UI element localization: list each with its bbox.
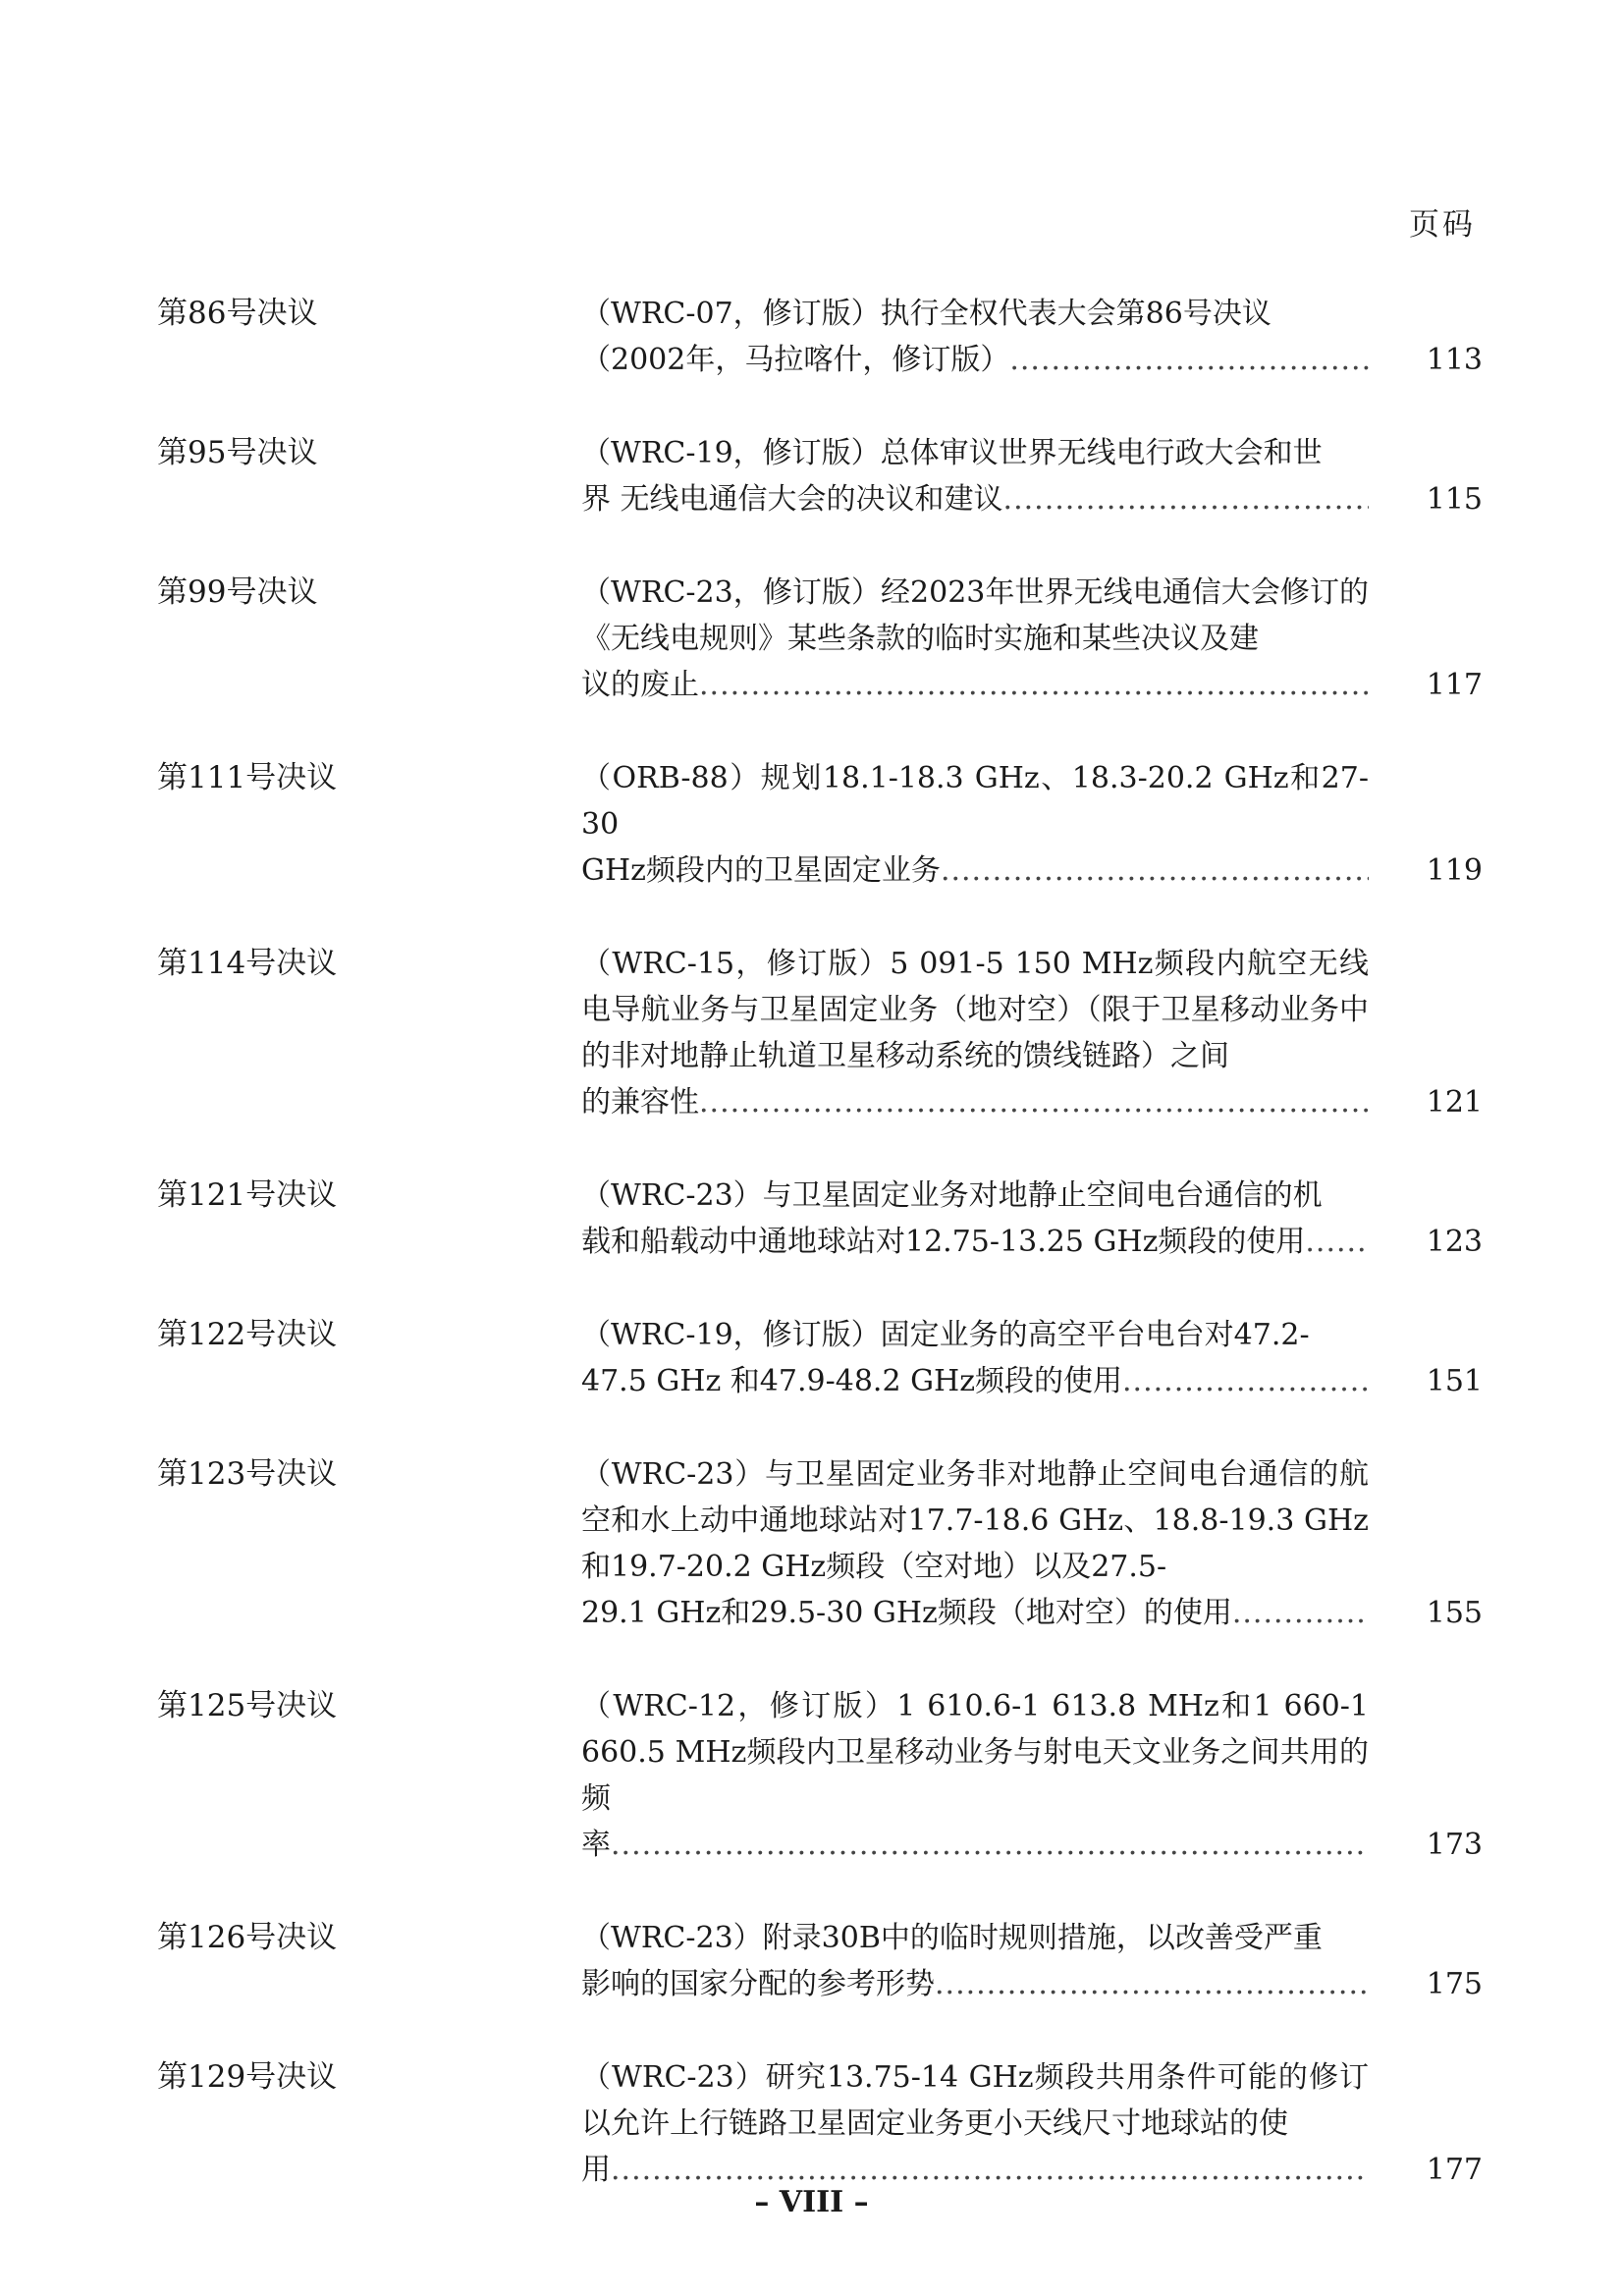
resolution-description	[581, 1683, 1369, 1868]
resolution-description-last-line: 界 无线电通信大会的决议和建议 .....	[581, 476, 1369, 522]
resolution-page-number: 177	[1426, 2153, 1483, 2187]
resolution-description-text: （WRC-23，修订版）经2023年世界无线电通信大会修订的《无线电规则》某些条款的临时实施和某些决议及建	[581, 575, 1369, 656]
resolution-description-last-line: 载和船载动中通地球站对12.75-13.25 GHz频段的使用 .....	[581, 1219, 1369, 1265]
resolution-page-number: 113	[1426, 343, 1483, 377]
resolution-name: 第121号决议	[157, 1177, 338, 1213]
resolution-description-last-line: 29.1 GHz和29.5-30 GHz频段（地对空）的使用 .....	[581, 1590, 1369, 1636]
resolution-page-number: 115	[1426, 482, 1483, 517]
resolution-name: 第86号决议	[157, 296, 318, 331]
resolution-page-number: 175	[1426, 1967, 1483, 2001]
resolution-description-last-line: （2002年，马拉喀什，修订版） .....	[581, 337, 1369, 383]
resolution-description	[581, 570, 1369, 708]
resolution-description	[581, 1312, 1369, 1404]
resolution-name: 第95号决议	[157, 435, 318, 470]
resolution-name: 第99号决议	[157, 574, 318, 610]
toc-entry	[157, 570, 1483, 708]
resolution-description-text: （WRC-07，修订版）执行全权代表大会第86号决议	[581, 297, 1271, 331]
resolution-page-number: 117	[1426, 668, 1483, 702]
page-number-footer: – VIII –	[754, 2185, 869, 2219]
resolution-description-text: （WRC-23）研究13.75-14 GHz频段共用条件可能的修订以允许上行链路卫星固定业务更小天线尺寸地球站的使	[581, 2060, 1369, 2141]
resolution-description	[581, 2054, 1369, 2193]
resolution-name: 第122号决议	[157, 1317, 338, 1352]
resolution-description	[581, 430, 1369, 522]
resolution-description-text: （WRC-15，修订版）5 091-5 150 MHz频段内航空无线电导航业务与卫星固定业务（地对空）（限于卫星移动业务中的非对地静止轨道卫星移动系统的馈线链路）之间	[581, 947, 1369, 1073]
resolution-description-text: （WRC-12，修订版）1 610.6-1 613.8 MHz和1 660-1 660.5 MHz频段内卫星移动业务与射电天文业务之间共用的频	[581, 1689, 1369, 1816]
table-of-contents	[157, 291, 1483, 2240]
toc-entry	[157, 1312, 1483, 1404]
resolution-description	[581, 1451, 1369, 1636]
resolution-description-last-line: GHz频段内的卫星固定业务 .....	[581, 847, 1369, 894]
toc-entry	[157, 1173, 1483, 1265]
resolution-description	[581, 1915, 1369, 2007]
toc-entry	[157, 1683, 1483, 1868]
resolution-description	[581, 941, 1369, 1125]
resolution-description	[581, 1173, 1369, 1265]
resolution-description-text: （WRC-23）与卫星固定业务对地静止空间电台通信的机	[581, 1178, 1323, 1213]
resolution-name: 第114号决议	[157, 946, 338, 981]
resolution-description-text: （WRC-19，修订版）总体审议世界无线电行政大会和世	[581, 436, 1323, 470]
toc-entry	[157, 1451, 1483, 1636]
page-column-header: 页码	[1409, 207, 1476, 243]
resolution-page-number: 119	[1426, 853, 1483, 888]
toc-entry	[157, 291, 1483, 383]
resolution-name: 第111号决议	[157, 760, 338, 795]
resolution-description-last-line: 议的废止 .....	[581, 662, 1369, 708]
resolution-page-number: 151	[1426, 1364, 1483, 1398]
resolution-description	[581, 755, 1369, 894]
resolution-name: 第129号决议	[157, 2059, 338, 2095]
resolution-description-text: （WRC-23）与卫星固定业务非对地静止空间电台通信的航空和水上动中通地球站对17.7-18.6 GHz、18.8-19.3 GHz和19.7-20.2 GHz频段（空对地）以及27.5-	[581, 1457, 1369, 1584]
resolution-description-text: （WRC-19，修订版）固定业务的高空平台电台对47.2-	[581, 1318, 1310, 1352]
resolution-name: 第126号决议	[157, 1920, 338, 1955]
resolution-description-last-line: 影响的国家分配的参考形势 .....	[581, 1961, 1369, 2007]
resolution-name: 第123号决议	[157, 1456, 338, 1492]
toc-entry	[157, 755, 1483, 894]
resolution-description-text: （WRC-23）附录30B中的临时规则措施，以改善受严重	[581, 1921, 1323, 1955]
resolution-description-text: （ORB-88）规划18.1-18.3 GHz、18.3-20.2 GHz和27-30	[581, 761, 1369, 842]
toc-entry	[157, 941, 1483, 1125]
resolution-name: 第125号决议	[157, 1688, 338, 1723]
toc-entry	[157, 1915, 1483, 2007]
resolution-page-number: 123	[1426, 1225, 1483, 1259]
toc-entry	[157, 2054, 1483, 2193]
resolution-page-number: 121	[1426, 1085, 1483, 1120]
resolution-description-last-line: 的兼容性 .....	[581, 1079, 1369, 1125]
resolution-description-last-line: 率 .....	[581, 1822, 1369, 1868]
resolution-page-number: 173	[1426, 1828, 1483, 1862]
resolution-description	[581, 291, 1369, 383]
resolution-description-last-line: 47.5 GHz 和47.9-48.2 GHz频段的使用 .....	[581, 1358, 1369, 1404]
resolution-page-number: 155	[1426, 1596, 1483, 1630]
resolution-description-last-line: 用 .....	[581, 2147, 1369, 2193]
toc-entry	[157, 430, 1483, 522]
